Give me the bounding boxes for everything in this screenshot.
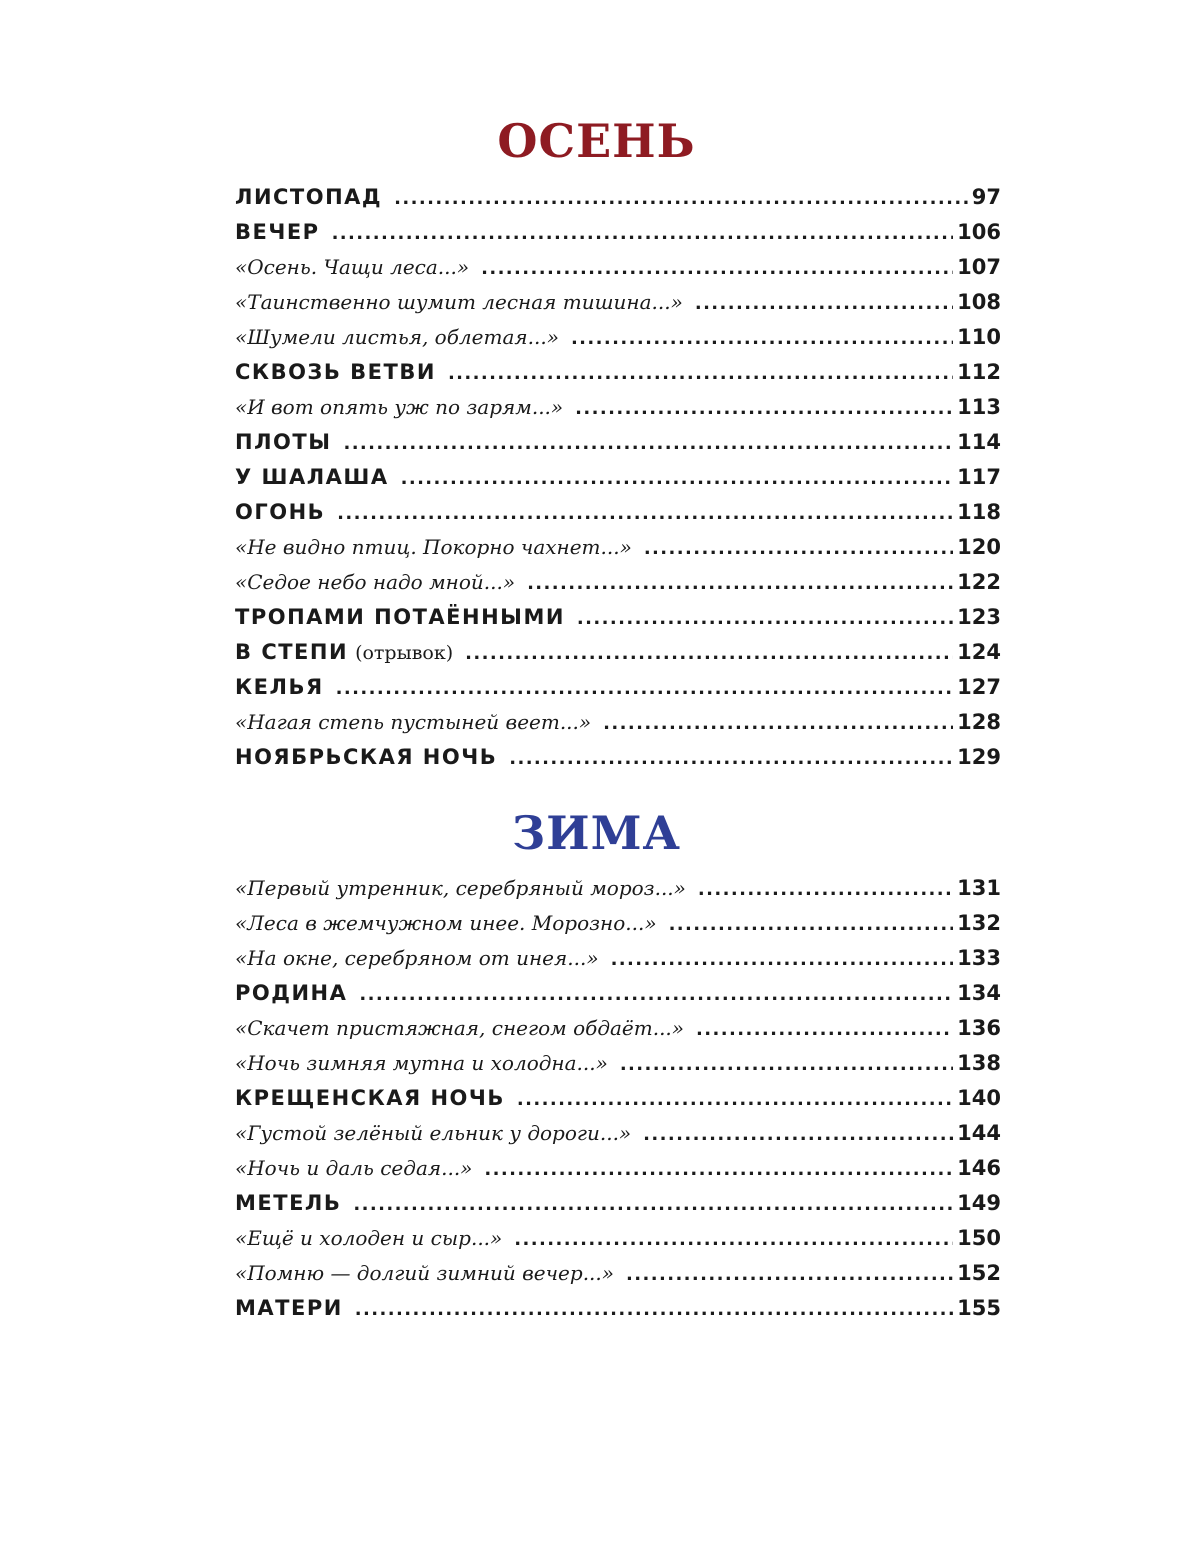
toc-entry-title [235, 1186, 341, 1221]
dot-leader [481, 251, 953, 286]
toc-entry-note: (отрывок) [355, 642, 454, 664]
dot-leader [353, 1187, 953, 1222]
toc-entry-title-text: МАТЕРИ [235, 1296, 343, 1320]
dot-leader [514, 1222, 953, 1257]
dot-leader [620, 1047, 953, 1082]
toc-entry-title [235, 530, 632, 565]
toc-entry-page-number: 120 [957, 535, 1001, 559]
toc-entry[interactable] [235, 1151, 1001, 1186]
toc-entry-page-number: 112 [957, 360, 1001, 384]
toc-entry[interactable] [235, 250, 1001, 285]
dot-leader [611, 942, 954, 977]
section-title-winter: ЗИМА [511, 806, 682, 860]
dot-leader [695, 286, 953, 321]
toc-entry-page-number: 123 [957, 605, 1001, 629]
toc-entry-page-number: 110 [957, 325, 1001, 349]
dot-leader [575, 391, 953, 426]
toc-entry-title [235, 390, 563, 425]
toc-entry-title [235, 906, 657, 941]
toc-entry-title [235, 1046, 608, 1081]
toc-entry-page-number: 129 [957, 745, 1001, 769]
toc-entry[interactable] [235, 1011, 1001, 1046]
toc-entry[interactable] [235, 1256, 1001, 1291]
toc-entry-page-number: 108 [957, 290, 1001, 314]
toc-entry-title [235, 871, 686, 906]
toc-entry-title [235, 941, 599, 976]
section-title-autumn: ОСЕНЬ [497, 114, 696, 168]
toc-entry[interactable] [235, 670, 1001, 705]
toc-entry-title-text: «Первый утренник, серебряный мороз...» [235, 876, 686, 900]
dot-leader [332, 216, 954, 251]
toc-entry-page-number: 122 [957, 570, 1001, 594]
toc-entry-title [235, 495, 325, 530]
toc-entry-title-text: «Леса в жемчужном инее. Морозно...» [235, 911, 657, 935]
toc-entry-title-text: СКВОЗЬ ВЕТВИ [235, 360, 436, 384]
dot-leader [517, 1082, 953, 1117]
toc-entry-title-text: ТРОПАМИ ПОТАЁННЫМИ [235, 605, 565, 629]
toc-entry-title-text: «И вот опять уж по зарям...» [235, 395, 564, 419]
toc-entry-title-text: «Ещё и холоден и сыр...» [235, 1226, 503, 1250]
toc-entry-title-text: КЕЛЬЯ [235, 675, 324, 699]
toc-entry-title-text: «На окне, серебряном от инея...» [235, 946, 599, 970]
toc-entry-title [235, 355, 436, 390]
toc-entry[interactable] [235, 390, 1001, 425]
toc-entry[interactable] [235, 565, 1001, 600]
dot-leader [343, 426, 953, 461]
toc-entry-title [235, 600, 565, 635]
toc-entry-page-number: 107 [957, 255, 1001, 279]
dot-leader [359, 977, 953, 1012]
toc-list-winter [235, 871, 1001, 1326]
toc-entry-page-number: 150 [957, 1226, 1001, 1250]
dot-leader [696, 1012, 953, 1047]
toc-entry-title [235, 635, 453, 671]
toc-entry[interactable] [235, 355, 1001, 390]
toc-entry-page-number: 97 [971, 185, 1001, 209]
dot-leader [336, 671, 954, 706]
dot-leader [527, 566, 953, 601]
toc-entry-title [235, 215, 320, 250]
toc-entry[interactable] [235, 530, 1001, 565]
toc-entry-title [235, 670, 324, 705]
dot-leader [337, 496, 953, 531]
toc-entry[interactable] [235, 215, 1001, 250]
toc-entry-title-text: «Ночь и даль седая...» [235, 1156, 473, 1180]
toc-entry-page-number: 118 [957, 500, 1001, 524]
dot-leader [577, 601, 953, 636]
toc-entry[interactable] [235, 600, 1001, 635]
toc-entry-page-number: 140 [957, 1086, 1001, 1110]
toc-entry-title-text: «Таинственно шумит лесная тишина...» [235, 290, 683, 314]
toc-entry-title [235, 425, 331, 460]
toc-entry-page-number: 127 [957, 675, 1001, 699]
toc-entry-page-number: 155 [957, 1296, 1001, 1320]
toc-entry-page-number: 117 [957, 465, 1001, 489]
toc-entry-title [235, 285, 683, 320]
toc-entry-title-text: ВЕЧЕР [235, 220, 320, 244]
toc-entry[interactable] [235, 941, 1001, 976]
toc-entry[interactable] [235, 740, 1001, 775]
toc-entry[interactable] [235, 1081, 1001, 1116]
toc-entry[interactable] [235, 1186, 1001, 1221]
dot-leader [644, 531, 953, 566]
toc-entry-title-text: КРЕЩЕНСКАЯ НОЧЬ [235, 1086, 505, 1110]
toc-entry-title-text: НОЯБРЬСКАЯ НОЧЬ [235, 745, 498, 769]
toc-entry[interactable] [235, 1116, 1001, 1151]
toc-entry-title-text: «Шумели листья, облетая...» [235, 325, 559, 349]
toc-entry[interactable] [235, 635, 1001, 670]
dot-leader [448, 356, 953, 391]
toc-entry-page-number: 152 [957, 1261, 1001, 1285]
toc-entry-title-text: ЛИСТОПАД [235, 185, 383, 209]
toc-entry-page-number: 146 [957, 1156, 1001, 1180]
toc-entry-page-number: 128 [957, 710, 1001, 734]
toc-entry-title [235, 1151, 472, 1186]
dot-leader [509, 741, 953, 776]
toc-entry-title [235, 1011, 684, 1046]
toc-entry[interactable] [235, 1221, 1001, 1256]
dot-leader [626, 1257, 953, 1292]
toc-entry[interactable] [235, 460, 1001, 495]
toc-entry-title [235, 976, 347, 1011]
toc-entry-title-text: У ШАЛАША [235, 465, 389, 489]
toc-entry-page-number: 133 [957, 946, 1001, 970]
toc-entry-title-text: «Ночь зимняя мутна и холодна...» [235, 1051, 608, 1075]
dot-leader [603, 706, 953, 741]
dot-leader [669, 907, 954, 942]
toc-entry-title-text: В СТЕПИ [235, 640, 349, 664]
toc-entry-page-number: 131 [957, 876, 1001, 900]
toc-entry[interactable] [235, 976, 1001, 1011]
dot-leader [484, 1152, 953, 1187]
toc-entry-title [235, 740, 497, 775]
toc-entry-title [235, 1221, 502, 1256]
toc-entry[interactable] [235, 495, 1001, 530]
toc-entry-page-number: 136 [957, 1016, 1001, 1040]
toc-entry-title-text: МЕТЕЛЬ [235, 1191, 342, 1215]
dot-leader [394, 181, 968, 216]
toc-entry[interactable] [235, 320, 1001, 355]
toc-entry-title [235, 1291, 343, 1326]
toc-entry[interactable] [235, 425, 1001, 460]
toc-entry[interactable] [235, 1046, 1001, 1081]
dot-leader [355, 1292, 953, 1327]
toc-entry-page-number: 114 [957, 430, 1001, 454]
toc-entry-title-text: «Скачет пристяжная, снегом обдаёт...» [235, 1016, 685, 1040]
toc-entry-title [235, 180, 382, 215]
toc-entry-page-number: 134 [957, 981, 1001, 1005]
toc-entry-title [235, 705, 591, 740]
toc-entry-title-text: ПЛОТЫ [235, 430, 332, 454]
toc-entry-title-text: ОГОНЬ [235, 500, 326, 524]
toc-entry-title-text: «Седое небо надо мной...» [235, 570, 516, 594]
dot-leader [643, 1117, 953, 1152]
toc-entry[interactable] [235, 180, 1001, 215]
toc-entry-title [235, 1116, 631, 1151]
toc-entry-page-number: 113 [957, 395, 1001, 419]
dot-leader [571, 321, 953, 356]
dot-leader [465, 636, 953, 671]
toc-entry-page-number: 124 [957, 640, 1001, 664]
toc-entry-page-number: 132 [957, 911, 1001, 935]
toc-entry-page-number: 144 [957, 1121, 1001, 1145]
toc-entry-page-number: 106 [957, 220, 1001, 244]
toc-list-autumn [235, 180, 1001, 775]
toc-entry-title [235, 320, 559, 355]
dot-leader [401, 461, 954, 496]
dot-leader [698, 872, 953, 907]
toc-entry-page-number: 138 [957, 1051, 1001, 1075]
toc-entry[interactable] [235, 285, 1001, 320]
toc-entry[interactable] [235, 906, 1001, 941]
toc-entry[interactable] [235, 1291, 1001, 1326]
toc-entry-title-text: «Не видно птиц. Покорно чахнет...» [235, 535, 632, 559]
toc-entry-title-text: «Помню — долгий зимний вечер...» [235, 1261, 615, 1285]
toc-entry-title-text: «Густой зелёный ельник у дороги...» [235, 1121, 632, 1145]
toc-entry[interactable] [235, 871, 1001, 906]
toc-entry-title [235, 250, 469, 285]
toc-entry-title [235, 1081, 505, 1116]
toc-entry-page-number: 149 [957, 1191, 1001, 1215]
toc-entry[interactable] [235, 705, 1001, 740]
toc-entry-title [235, 460, 389, 495]
toc-entry-title-text: РОДИНА [235, 981, 348, 1005]
toc-entry-title-text: «Нагая степь пустыней веет...» [235, 710, 592, 734]
toc-entry-title [235, 565, 515, 600]
toc-entry-title-text: «Осень. Чащи леса...» [235, 255, 470, 279]
toc-entry-title [235, 1256, 614, 1291]
